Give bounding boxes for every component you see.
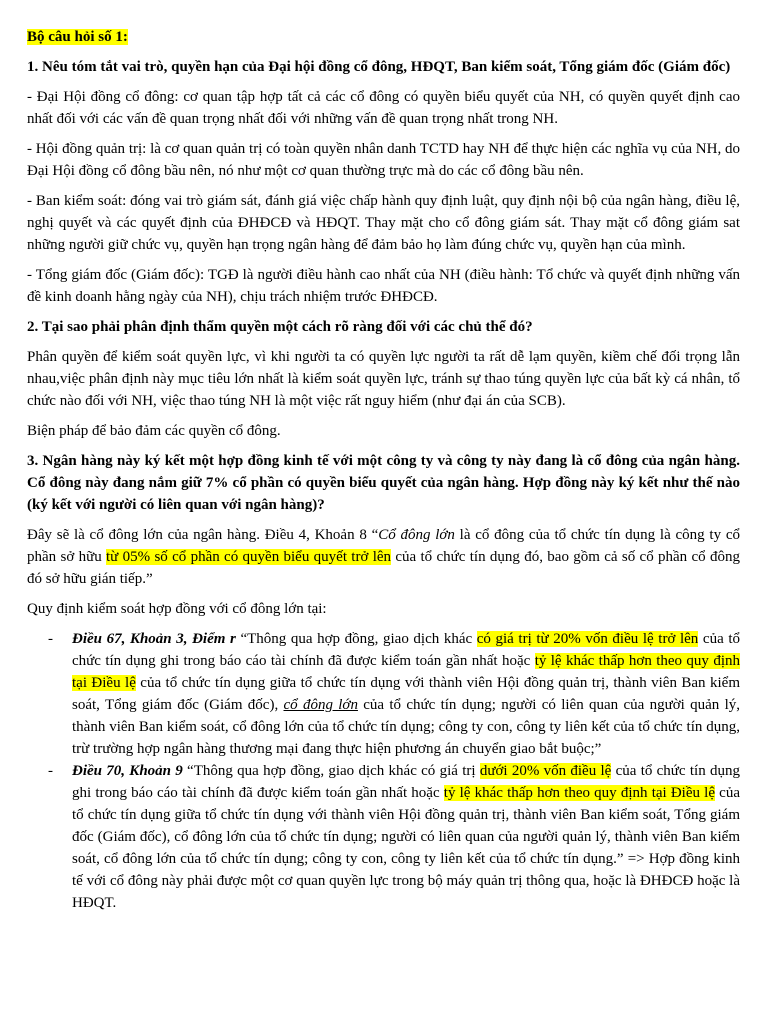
answer-2-paragraph: Phân quyền để kiểm soát quyền lực, vì khi người ta có quyền lực người ta rất dễ lạm quyền, kiềm chế đối trọng lẫn nhau,việc phân định này mục tiêu lớn nhất là kiểm soát quyền lực, tránh sự thao túng quyền lực của bất kỳ cá nhân, tổ chức nào đối với NH, việc thao túng NH là một việc rất nguy hiểm (như đại án của SCB).	[27, 349, 740, 409]
question-3: 3. Ngân hàng này ký kết một hợp đồng kinh tế với một công ty và công ty này đang là cổ đông của ngân hàng. Cổ đông này đang nắm giữ 7% cổ phần có quyền biểu quyết của ngân hàng. Hợp đồng này ký kết như thế nào (ký kết với người có liên quan với ngân hàng)?	[27, 453, 740, 513]
rule-1-underlined-term: cổ đông lớn	[283, 697, 358, 713]
answer-1-general-director: - Tổng giám đốc (Giám đốc): TGĐ là người điều hành cao nhất của NH (điều hành: Tổ chức và quyết định những vấn đề kinh doanh hằng ngày của NH), chịu trách nhiệm trước ĐHĐCĐ.	[27, 267, 740, 305]
answer-3-rules-intro: Quy định kiểm soát hợp đồng với cổ đông lớn tại:	[27, 601, 327, 617]
rule-1-text-4: của tổ chức tín dụng; người có liên quan của người quản lý, thành viên Ban kiểm soát, cổ đông lớn của tổ chức tín dụng; công ty con, công ty liên kết của tổ chức tín dụng, trừ trường hợp ngân hàng thương mại đang thực hiện phương án chuyển giao bắt buộc;”	[72, 697, 740, 757]
answer-3-major-shareholder	[27, 524, 740, 590]
question-set-title	[27, 26, 740, 48]
list-dash: -	[48, 763, 53, 779]
rule-2-text-3: của tổ chức tín dụng giữa tổ chức tín dụng với thành viên Hội đồng quản trị, thành viên Ban kiểm soát, Tổng giám đốc (Giám đốc), cổ đông lớn của tổ chức tín dụng; người có liên quan của người quản lý, thành viên Ban kiểm soát, cổ đông lớn của tổ chức tín dụng; công ty con, công ty liên kết của tổ chức tín dụng.” => Hợp đồng kinh tế với cổ đông này phải được một cơ quan quyền lực trong bộ máy quản trị thông qua, hoặc là ĐHĐCĐ hoặc là HĐQT.	[72, 785, 740, 911]
question-2: 2. Tại sao phải phân định thẩm quyền một cách rõ ràng đối với các chủ thể đó?	[27, 319, 533, 335]
answer-1-board-of-directors: - Hội đồng quản trị: là cơ quan quản trị có toàn quyền nhân danh TCTD hay NH để thực hiện các nghĩa vụ của NH, do Đại Hội đồng cổ đông bầu nên, nó như một cơ quan thường trực mà do các cổ đông bầu nên.	[27, 141, 740, 179]
answer-3-italic-term: Cổ đông lớn	[378, 527, 455, 543]
rule-1-reference: Điều 67, Khoản 3, Điểm r	[72, 631, 236, 647]
answer-3-highlight: từ 05% số cổ phần có quyền biểu quyết trở lên	[106, 549, 392, 565]
rule-1-highlight-2: tỷ lệ khác thấp hơn theo quy định tại Điều lệ	[72, 653, 740, 691]
rules-list	[27, 628, 740, 914]
rule-2-text-1: “Thông qua hợp đồng, giao dịch khác có giá trị	[182, 763, 480, 779]
answer-1-supervisory-board: - Ban kiểm soát: đóng vai trò giám sát, đánh giá việc chấp hành quy định luật, quy định nội bộ của ngân hàng, điều lệ, nghị quyết và các quyết định của ĐHĐCĐ và HĐQT. Thay mặt cho cổ đông giám sát. Thay mặt cổ đông giám sat những người giữ chức vụ, quyền hạn trọng ngân hàng để đảm bảo họ làm đúng chức vụ, quyền hạn của mình.	[27, 193, 740, 253]
rule-article-67	[27, 628, 740, 760]
answer-3-text-3: của tổ chức tín dụng đó, bao gồm cả số cổ phần cổ đông đó sở hữu gián tiếp.”	[27, 549, 740, 587]
rule-2-highlight-1: dưới 20% vốn điều lệ	[479, 763, 612, 779]
answer-3-text-1: Đây sẽ là cổ đông lớn của ngân hàng. Điều 4, Khoản 8 “	[27, 527, 379, 543]
title-highlight: Bộ câu hỏi số 1:	[27, 29, 128, 45]
list-dash: -	[48, 631, 53, 647]
rule-2-reference: Điều 70, Khoản 9	[72, 763, 183, 779]
rule-article-70	[27, 760, 740, 914]
rule-2-highlight-2: tỷ lệ khác thấp hơn theo quy định tại Điều lệ	[443, 785, 715, 801]
rule-1-text-1: “Thông qua hợp đồng, giao dịch khác	[235, 631, 477, 647]
rule-1-text-3: của tổ chức tín dụng giữa tổ chức tín dụng với thành viên Hội đồng quản trị, thành viên Ban kiểm soát, Tổng giám đốc (Giám đốc),	[72, 675, 740, 713]
answer-1-general-meeting: - Đại Hội đồng cổ đông: cơ quan tập hợp tất cả các cổ đông có quyền biểu quyết của NH, có quyền quyết định cao nhất đối với các vấn đề quan trọng nhất đối với những vấn đề quan trọng nhất trong NH.	[27, 89, 740, 127]
rule-1-text-2: của tổ chức tín dụng ghi trong báo cáo tài chính đã được kiểm toán gần nhất hoặc	[72, 631, 740, 669]
question-1: 1. Nêu tóm tắt vai trò, quyền hạn của Đại hội đồng cổ đông, HĐQT, Ban kiểm soát, Tổng giám đốc (Giám đốc)	[27, 59, 731, 75]
rule-2-text-2: của tổ chức tín dụng ghi trong báo cáo tài chính đã được kiểm toán gần nhất hoặc	[72, 763, 740, 801]
answer-3-text-2: là cổ đông của tổ chức tín dụng là công ty cổ phần sở hữu	[27, 527, 740, 565]
rule-1-highlight-1: có giá trị từ 20% vốn điều lệ trở lên	[476, 631, 699, 647]
answer-2-note: Biện pháp để bảo đảm các quyền cổ đông.	[27, 423, 281, 439]
